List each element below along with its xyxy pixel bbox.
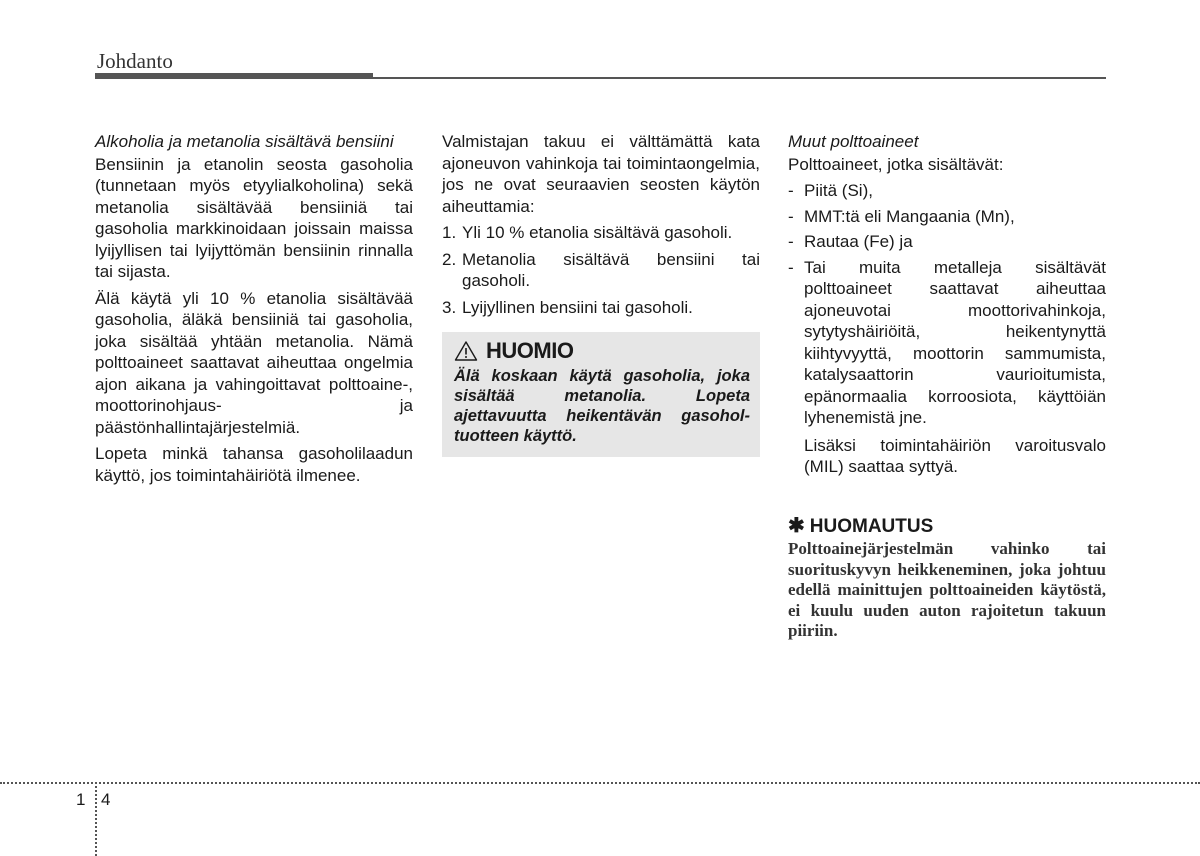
footer-rule bbox=[0, 782, 1200, 784]
column-left bbox=[95, 131, 413, 491]
chapter-number: 1 bbox=[76, 790, 86, 809]
list-item: - Tai muita metalleja sisältävät polttoaineet saattavat aiheuttaa ajoneuvotai moottorivahinkoja, sytytyshäiriöitä, heikentynyttä kiihtyvyyttä, moottorin sammumista, katalysaattorin vaurioitumista, epänormaalia korroosiota, käyttöiän lyhenemistä jne. bbox=[788, 257, 1106, 427]
note-box bbox=[788, 516, 1106, 642]
list-item: 2. Metanolia sisältävä bensiini tai gasoholi. bbox=[442, 249, 760, 290]
list-item: - Rautaa (Fe) ja bbox=[788, 232, 913, 251]
paragraph: Lisäksi toimintahäiriön varoitusvalo (MIL) saattaa syttyä. bbox=[804, 435, 1106, 476]
warning-triangle-icon bbox=[454, 340, 478, 362]
paragraph: Bensiinin ja etanolin seosta gasoholia (tunnetaan myös etyylialkoholina) sekä metanolia sisältävää bensiiniä tai gasoholia markkinoidaan joissain maissa lyijyllisen tai lyijyttömän bensiinin rinnalla tai sijasta. bbox=[95, 154, 413, 281]
page-number: 4 bbox=[101, 790, 111, 809]
paragraph: Valmistajan takuu ei välttämättä kata ajoneuvon vahinkoja tai toimintaongelmia, jos ne ovat seuraavien seosten käytön aiheuttamia: bbox=[442, 132, 760, 216]
list-item: - Piitä (Si), bbox=[788, 181, 873, 200]
paragraph: Polttoaineet, jotka sisältävät: bbox=[788, 154, 1004, 174]
footer-divider bbox=[95, 782, 97, 856]
subhead-alcohol-fuel: Alkoholia ja metanolia sisältävä bensiini bbox=[95, 132, 394, 151]
paragraph: Lopeta minkä tahansa gasoholilaadun käyttö, jos toimintahäiriötä ilmenee. bbox=[95, 444, 413, 485]
note-title: HUOMAUTUS bbox=[809, 515, 934, 537]
column-right bbox=[788, 131, 1106, 642]
list-item: - MMT:tä eli Mangaania (Mn), bbox=[788, 206, 1015, 226]
header-rule-thin bbox=[373, 77, 1106, 79]
subhead-other-fuels: Muut polttoaineet bbox=[788, 132, 919, 151]
note-text: Polttoainejärjestelmän vahinko tai suorituskyvyn heikkeneminen, joka johtuu edellä mainittujen polttoaineiden käytöstä, ei kuulu uuden auton rajoitetun takuun piiriin. bbox=[788, 539, 1106, 640]
dash-list bbox=[788, 180, 1106, 429]
list-item: 3. Lyijyllinen bensiini tai gasoholi. bbox=[442, 297, 693, 317]
star-icon: ✱ bbox=[788, 514, 805, 537]
caution-title: HUOMIO bbox=[486, 338, 574, 364]
note-header bbox=[788, 516, 1106, 538]
header-rule-thick bbox=[95, 73, 373, 79]
numbered-list bbox=[442, 222, 760, 318]
paragraph: Älä käytä yli 10 % etanolia sisältävää gasoholia, äläkä bensiiniä tai gasoholia, joka sisältää yhtään metanolia. Nämä polttoaineet saattavat aiheuttaa ongelmia ajon aikana ja vahingoittavat polttoaine-, moottorinohjaus- ja päästönhallintajärjestelmiä. bbox=[95, 288, 413, 437]
caution-text: Älä koskaan käytä gasoholia, joka sisältää metanolia. Lopeta ajettavuutta heikentävän gasohol-tuotteen käyttö. bbox=[454, 367, 750, 445]
list-item: 1. Yli 10 % etanolia sisältävä gasoholi. bbox=[442, 223, 733, 242]
section-title: Johdanto bbox=[97, 49, 173, 73]
caution-header bbox=[454, 340, 750, 362]
caution-box bbox=[442, 332, 760, 457]
column-middle bbox=[442, 131, 760, 457]
